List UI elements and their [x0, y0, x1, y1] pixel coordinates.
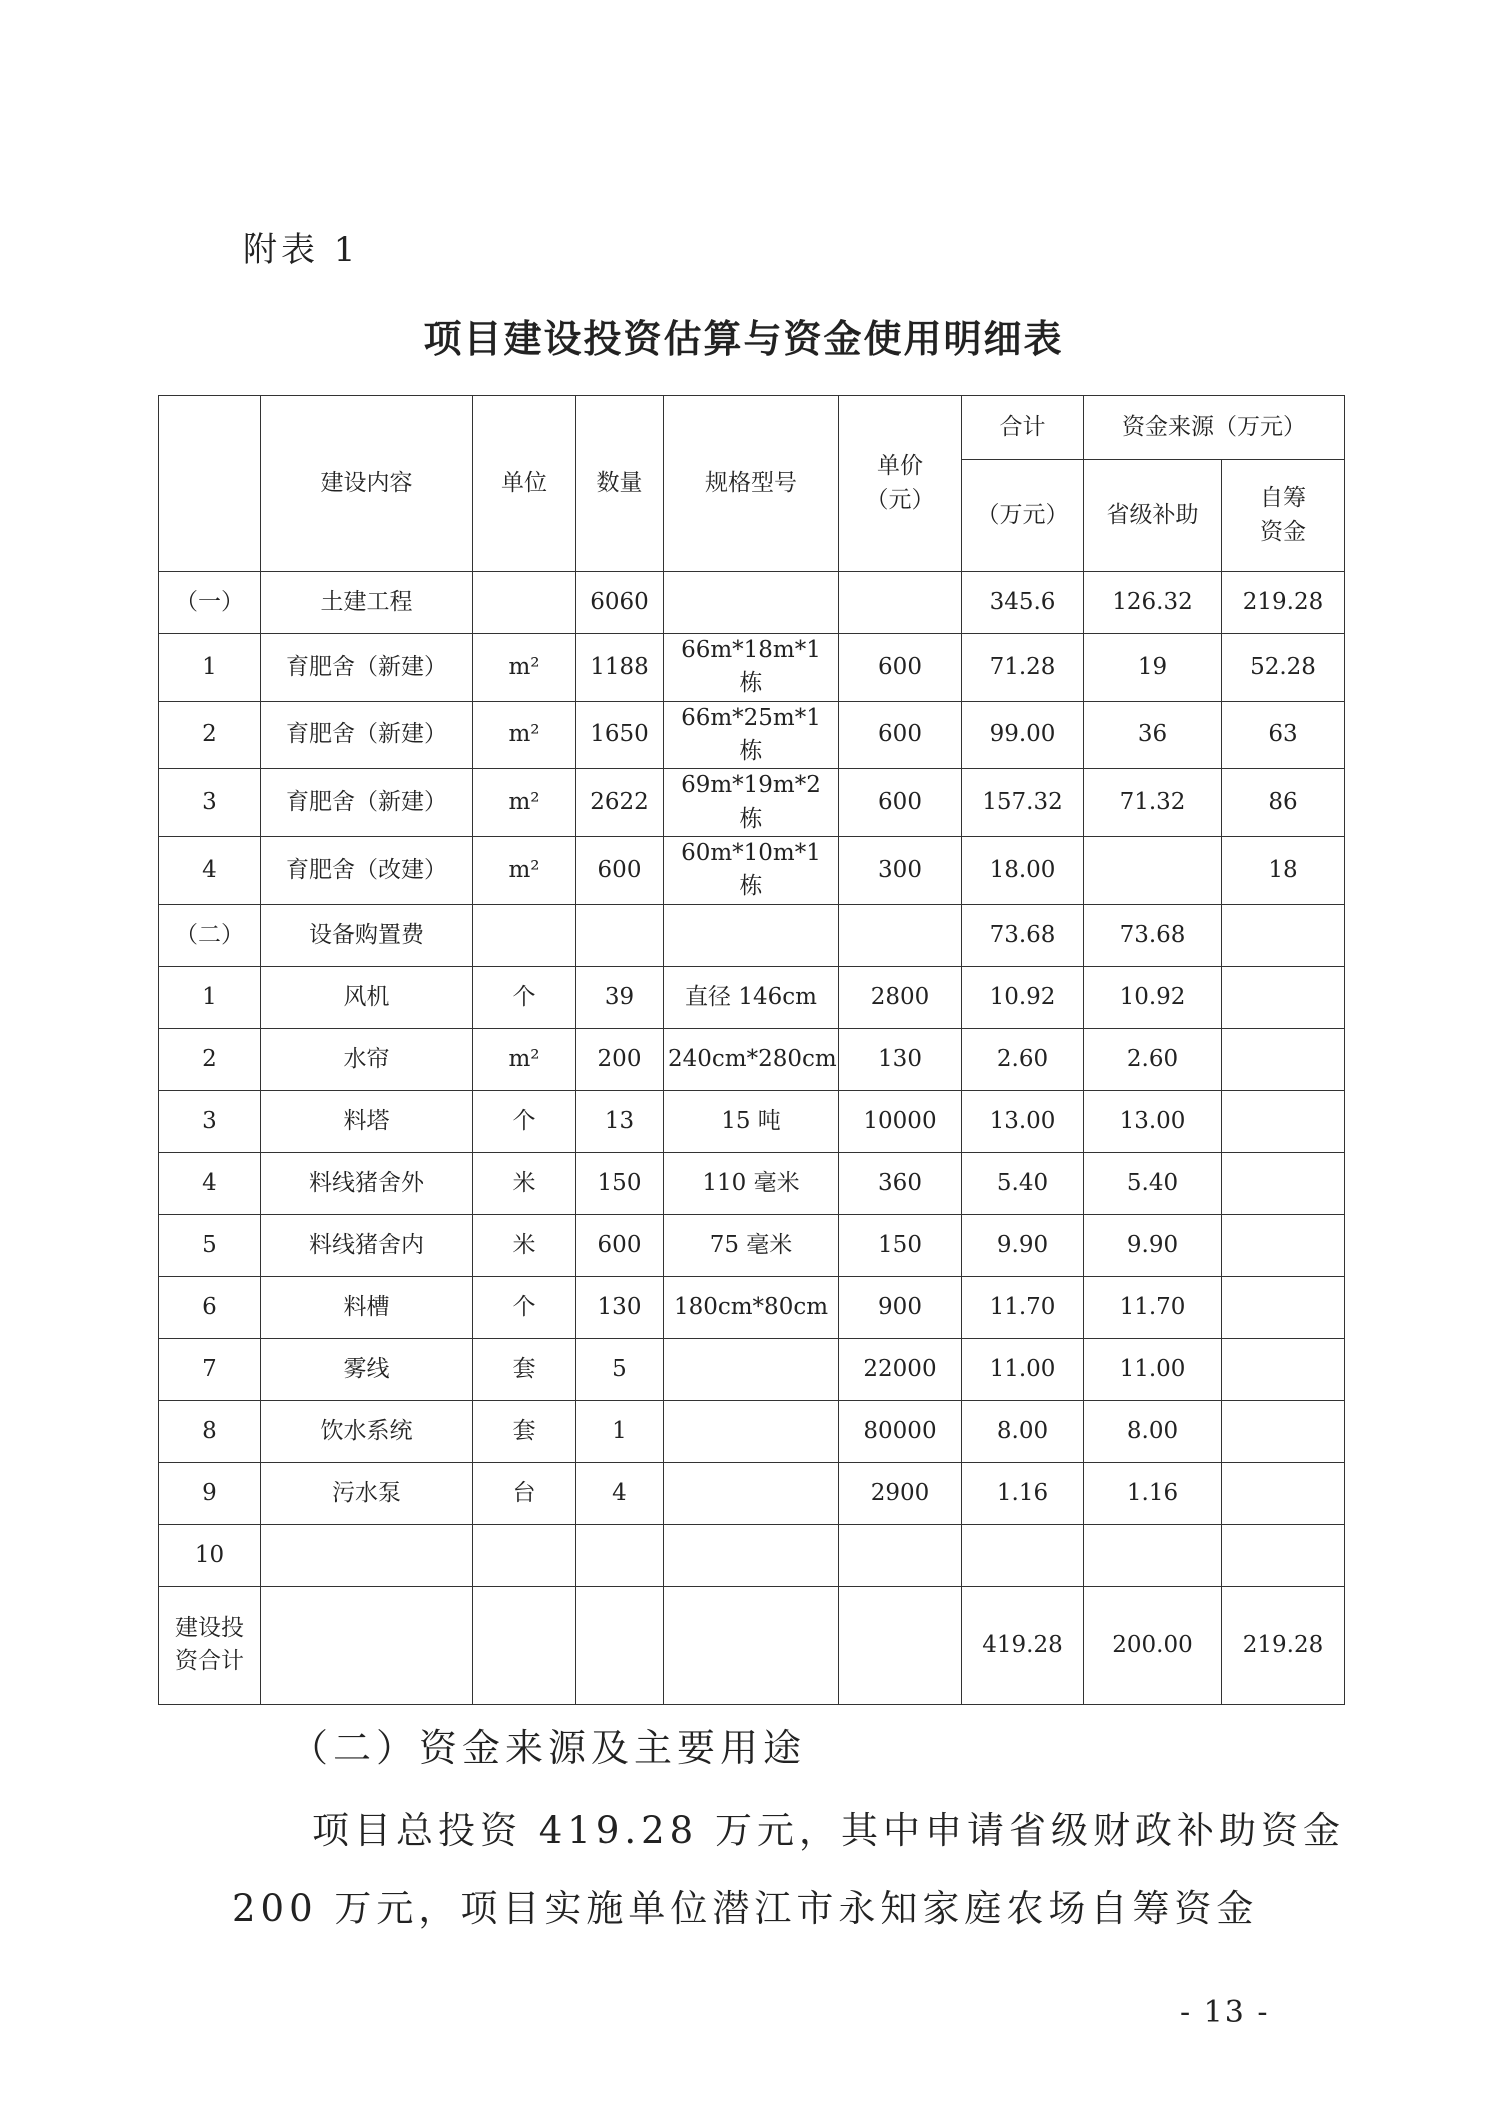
total-provincial: 200.00 [1084, 1586, 1222, 1704]
cell-name: 饮水系统 [261, 1400, 473, 1462]
cell-no: 9 [159, 1462, 261, 1524]
cell-total: 13.00 [962, 1090, 1084, 1152]
cell-no: 7 [159, 1338, 261, 1400]
cell-prov: 19 [1084, 634, 1222, 702]
cell-qty: 4 [576, 1462, 664, 1524]
header-spec: 规格型号 [664, 396, 839, 572]
cell-price: 600 [839, 634, 962, 702]
cell-unit: 个 [473, 966, 576, 1028]
cell-name: 水帘 [261, 1028, 473, 1090]
cell-name: 育肥舍（新建） [261, 634, 473, 702]
cell-qty: 600 [576, 1214, 664, 1276]
cell-no: 1 [159, 966, 261, 1028]
table-row [159, 701, 1345, 769]
cell-total: 157.32 [962, 769, 1084, 837]
cell-qty [576, 904, 664, 966]
cell-spec: 180cm*80cm [664, 1276, 839, 1338]
cell-no: 5 [159, 1214, 261, 1276]
cell-spec: 66m*25m*1 栋 [664, 701, 839, 769]
cell-qty: 5 [576, 1338, 664, 1400]
cell-self [1222, 1090, 1345, 1152]
cell-self [1222, 904, 1345, 966]
cell-prov: 8.00 [1084, 1400, 1222, 1462]
cell-self [1222, 1214, 1345, 1276]
cell-qty: 13 [576, 1090, 664, 1152]
paragraph-line: 200 万元，项目实施单位潜江市永知家庭农场自筹资金 [232, 1887, 1259, 1930]
cell-unit: m² [473, 837, 576, 905]
cell-self [1222, 1028, 1345, 1090]
cell-total: 345.6 [962, 572, 1084, 634]
cell-spec [664, 904, 839, 966]
table-row [159, 1338, 1345, 1400]
cell-prov: 73.68 [1084, 904, 1222, 966]
cell-prov: 11.70 [1084, 1276, 1222, 1338]
cell-prov: 2.60 [1084, 1028, 1222, 1090]
cell-self: 86 [1222, 769, 1345, 837]
cell-spec: 75 毫米 [664, 1214, 839, 1276]
section-heading: （二）资金来源及主要用途 [290, 1726, 807, 1770]
cell-price [839, 1524, 962, 1586]
cell-prov: 126.32 [1084, 572, 1222, 634]
total-self-funded: 219.28 [1222, 1586, 1345, 1704]
cell-spec: 69m*19m*2 栋 [664, 769, 839, 837]
header-quantity: 数量 [576, 396, 664, 572]
table-row [159, 966, 1345, 1028]
cell-self [1222, 1400, 1345, 1462]
cell-total: 5.40 [962, 1152, 1084, 1214]
attachment-label: 附表 1 [243, 230, 360, 270]
cell-qty: 1188 [576, 634, 664, 702]
cell-unit [473, 572, 576, 634]
cell-self [1222, 1338, 1345, 1400]
cell-qty: 130 [576, 1276, 664, 1338]
table-row [159, 1276, 1345, 1338]
cell-name: 料线猪舍外 [261, 1152, 473, 1214]
cell-name: 育肥舍（新建） [261, 701, 473, 769]
cell-prov: 36 [1084, 701, 1222, 769]
cell-total: 99.00 [962, 701, 1084, 769]
cell-spec [664, 1462, 839, 1524]
cell-unit: m² [473, 769, 576, 837]
cell-spec [664, 1400, 839, 1462]
cell-no: （一） [159, 572, 261, 634]
cell-qty: 1650 [576, 701, 664, 769]
cell-prov: 10.92 [1084, 966, 1222, 1028]
cell-total [962, 1524, 1084, 1586]
table-row [159, 1462, 1345, 1524]
cell-no: 2 [159, 701, 261, 769]
cell-price: 130 [839, 1028, 962, 1090]
header-total-bottom: （万元） [962, 460, 1084, 572]
cell-total: 9.90 [962, 1214, 1084, 1276]
cell-prov: 13.00 [1084, 1090, 1222, 1152]
cell-spec: 110 毫米 [664, 1152, 839, 1214]
cell-no: 2 [159, 1028, 261, 1090]
table-body [159, 396, 1345, 1705]
cell-self [1222, 1276, 1345, 1338]
cell-prov [1084, 1524, 1222, 1586]
cell-prov: 5.40 [1084, 1152, 1222, 1214]
header-unit: 单位 [473, 396, 576, 572]
cell-self [1222, 1152, 1345, 1214]
cell-name: 育肥舍（改建） [261, 837, 473, 905]
cell-qty: 150 [576, 1152, 664, 1214]
cell-spec: 66m*18m*1 栋 [664, 634, 839, 702]
cell-no: 4 [159, 1152, 261, 1214]
cell-unit: m² [473, 634, 576, 702]
cell-spec: 240cm*280cm [664, 1028, 839, 1090]
cell-prov: 71.32 [1084, 769, 1222, 837]
header-price: 单价 （元） [839, 396, 962, 572]
header-funding-source: 资金来源（万元） [1084, 396, 1345, 460]
cell-name: 设备购置费 [261, 904, 473, 966]
cell-total: 11.00 [962, 1338, 1084, 1400]
cell-prov: 1.16 [1084, 1462, 1222, 1524]
cell-price: 900 [839, 1276, 962, 1338]
cell-qty: 39 [576, 966, 664, 1028]
cell-empty [664, 1586, 839, 1704]
cell-no: 8 [159, 1400, 261, 1462]
cell-unit: m² [473, 701, 576, 769]
table-title: 项目建设投资估算与资金使用明细表 [423, 316, 1064, 361]
cell-self [1222, 1462, 1345, 1524]
cell-price: 80000 [839, 1400, 962, 1462]
cell-name: 风机 [261, 966, 473, 1028]
cell-qty: 200 [576, 1028, 664, 1090]
cell-total: 18.00 [962, 837, 1084, 905]
cell-self [1222, 966, 1345, 1028]
cell-no: 1 [159, 634, 261, 702]
paragraph-line: 项目总投资 419.28 万元，其中申请省级财政补助资金 [312, 1809, 1345, 1852]
header-provincial: 省级补助 [1084, 460, 1222, 572]
cell-unit: 台 [473, 1462, 576, 1524]
cell-total: 73.68 [962, 904, 1084, 966]
cell-price [839, 904, 962, 966]
cell-qty: 600 [576, 837, 664, 905]
investment-detail-table [158, 395, 1345, 1705]
cell-unit: m² [473, 1028, 576, 1090]
cell-unit [473, 1524, 576, 1586]
cell-price: 300 [839, 837, 962, 905]
cell-name: 料槽 [261, 1276, 473, 1338]
cell-unit [473, 904, 576, 966]
cell-self [1222, 1524, 1345, 1586]
cell-self: 63 [1222, 701, 1345, 769]
cell-unit: 套 [473, 1400, 576, 1462]
cell-self: 52.28 [1222, 634, 1345, 702]
header-row-1 [159, 396, 1345, 460]
cell-price: 150 [839, 1214, 962, 1276]
header-self-funded: 自筹 资金 [1222, 460, 1345, 572]
cell-no: （二） [159, 904, 261, 966]
cell-total: 2.60 [962, 1028, 1084, 1090]
cell-prov: 11.00 [1084, 1338, 1222, 1400]
cell-empty [473, 1586, 576, 1704]
cell-total: 1.16 [962, 1462, 1084, 1524]
cell-total: 71.28 [962, 634, 1084, 702]
cell-unit: 米 [473, 1152, 576, 1214]
cell-spec: 15 吨 [664, 1090, 839, 1152]
cell-spec [664, 1524, 839, 1586]
cell-spec: 60m*10m*1 栋 [664, 837, 839, 905]
cell-no: 3 [159, 1090, 261, 1152]
header-number-cell [159, 396, 261, 572]
cell-prov: 9.90 [1084, 1214, 1222, 1276]
header-total-top: 合计 [962, 396, 1084, 460]
table-row [159, 1400, 1345, 1462]
cell-qty [576, 1524, 664, 1586]
table-row [159, 1152, 1345, 1214]
cell-name: 料线猪舍内 [261, 1214, 473, 1276]
cell-unit: 套 [473, 1338, 576, 1400]
table-row [159, 769, 1345, 837]
cell-price [839, 572, 962, 634]
table-row [159, 572, 1345, 634]
cell-qty: 2622 [576, 769, 664, 837]
cell-price: 600 [839, 769, 962, 837]
cell-self: 219.28 [1222, 572, 1345, 634]
cell-name: 污水泵 [261, 1462, 473, 1524]
cell-price: 10000 [839, 1090, 962, 1152]
total-sum: 419.28 [962, 1586, 1084, 1704]
table-row [159, 837, 1345, 905]
cell-name: 土建工程 [261, 572, 473, 634]
cell-name: 雾线 [261, 1338, 473, 1400]
cell-total: 11.70 [962, 1276, 1084, 1338]
cell-name [261, 1524, 473, 1586]
table-row [159, 904, 1345, 966]
table-row [159, 1090, 1345, 1152]
cell-total: 10.92 [962, 966, 1084, 1028]
cell-empty [839, 1586, 962, 1704]
cell-price: 2900 [839, 1462, 962, 1524]
cell-spec [664, 1338, 839, 1400]
total-label: 建设投 资合计 [159, 1586, 261, 1704]
header-content: 建设内容 [261, 396, 473, 572]
table-row [159, 1028, 1345, 1090]
cell-price: 2800 [839, 966, 962, 1028]
cell-name: 育肥舍（新建） [261, 769, 473, 837]
table-row [159, 1524, 1345, 1586]
table-row [159, 634, 1345, 702]
cell-empty [261, 1586, 473, 1704]
cell-price: 360 [839, 1152, 962, 1214]
cell-price: 600 [839, 701, 962, 769]
cell-total: 8.00 [962, 1400, 1084, 1462]
cell-name: 料塔 [261, 1090, 473, 1152]
cell-unit: 米 [473, 1214, 576, 1276]
cell-no: 3 [159, 769, 261, 837]
cell-spec: 直径 146cm [664, 966, 839, 1028]
cell-empty [576, 1586, 664, 1704]
cell-no: 6 [159, 1276, 261, 1338]
cell-unit: 个 [473, 1090, 576, 1152]
cell-qty: 6060 [576, 572, 664, 634]
cell-unit: 个 [473, 1276, 576, 1338]
page-number: - 13 - [1180, 1995, 1270, 2030]
cell-price: 22000 [839, 1338, 962, 1400]
cell-spec [664, 572, 839, 634]
cell-no: 10 [159, 1524, 261, 1586]
cell-prov [1084, 837, 1222, 905]
table-total-row [159, 1586, 1345, 1704]
table-row [159, 1214, 1345, 1276]
cell-self: 18 [1222, 837, 1345, 905]
cell-qty: 1 [576, 1400, 664, 1462]
cell-no: 4 [159, 837, 261, 905]
